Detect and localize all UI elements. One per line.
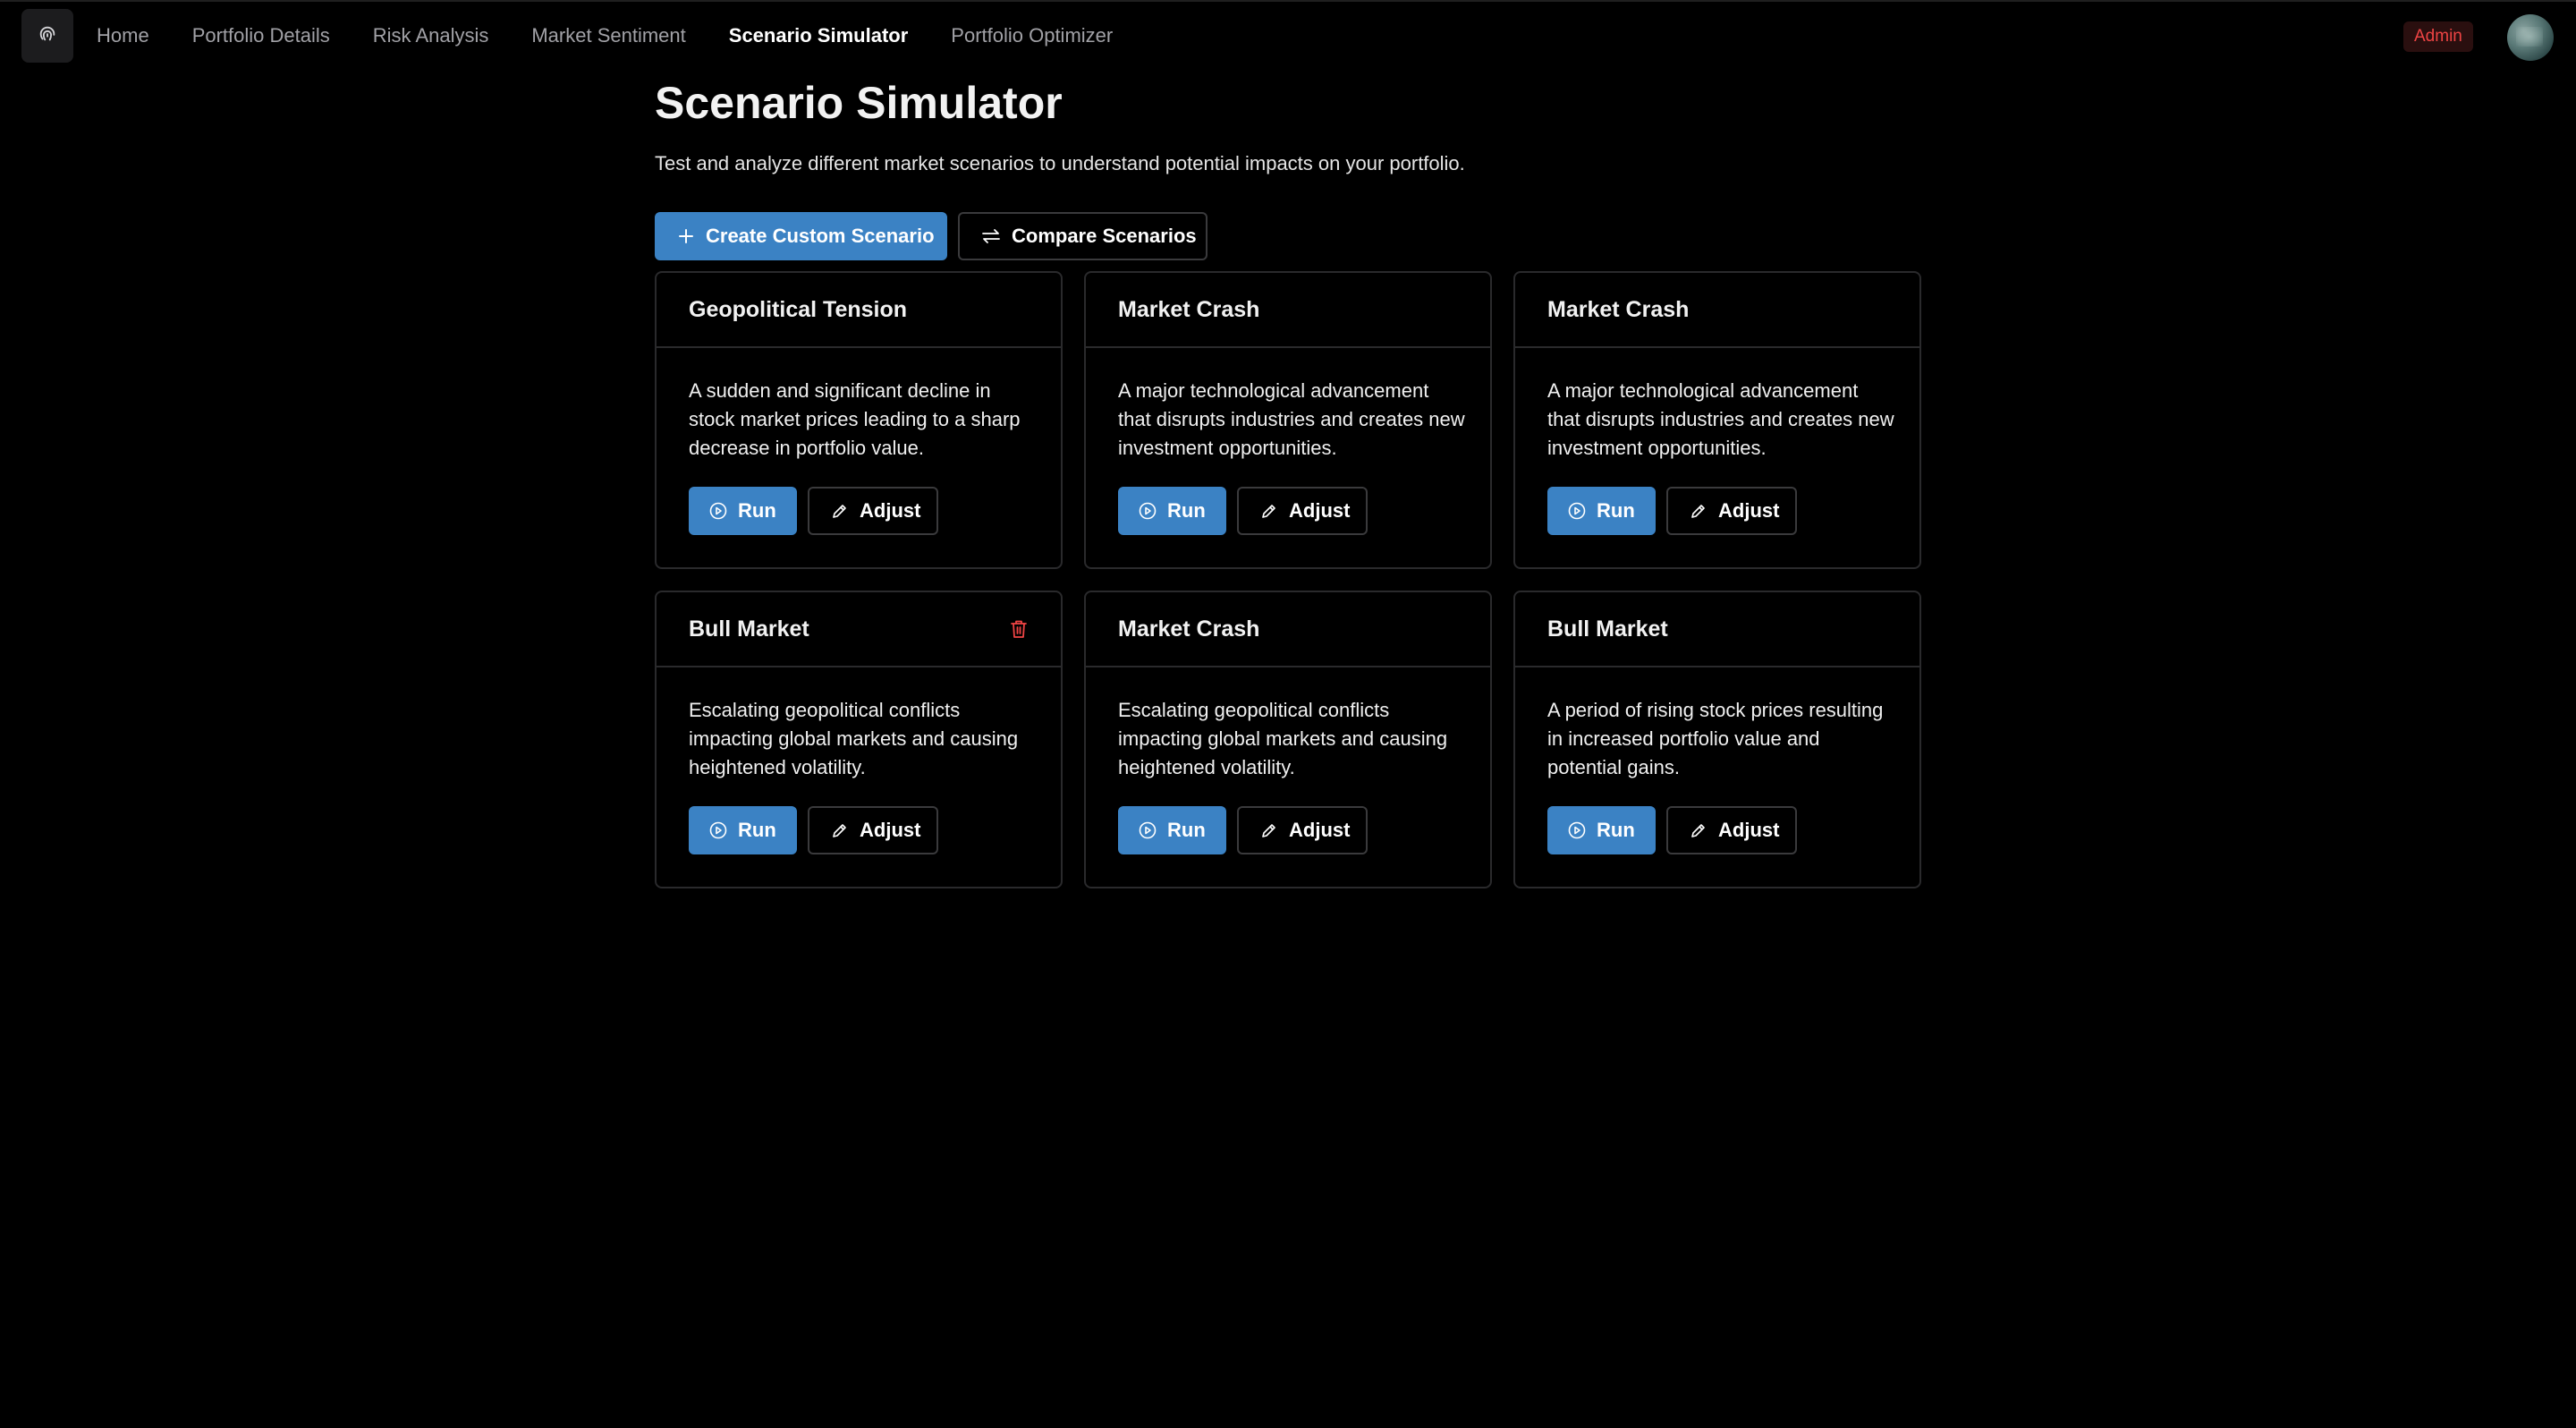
compare-scenarios-label: Compare Scenarios <box>1012 225 1197 247</box>
play-circle-icon <box>709 502 727 520</box>
card-header <box>1515 592 1919 667</box>
adjust-label: Adjust <box>1289 499 1351 522</box>
card-description: A major technological advancement that disrupts industries and creates new investment opportunities. <box>1118 379 1465 459</box>
card-header <box>1086 592 1490 667</box>
adjust-label: Adjust <box>860 499 921 522</box>
card-header <box>1515 273 1919 348</box>
run-button[interactable] <box>689 487 797 535</box>
nav-item-risk-analysis[interactable]: Risk Analysis <box>372 24 489 47</box>
compare-scenarios-button[interactable] <box>958 212 1208 260</box>
run-button[interactable] <box>1547 806 1656 854</box>
card-actions <box>689 806 938 854</box>
fingerprint-icon <box>38 24 57 48</box>
play-circle-icon <box>1568 502 1586 520</box>
card-header <box>657 273 1061 348</box>
card-title: Market Crash <box>1547 296 1690 322</box>
scenario-card <box>655 591 1063 888</box>
card-description: A sudden and significant decline in stock market prices leading to a sharp decrease in portfolio value. <box>689 379 1021 459</box>
scenario-card <box>655 271 1063 569</box>
pencil-icon <box>1260 821 1278 839</box>
card-title: Bull Market <box>1547 616 1668 642</box>
scenario-card <box>1084 271 1492 569</box>
top-navigation-bar <box>0 0 2576 68</box>
scenario-grid <box>655 271 1921 888</box>
page-actions <box>655 212 1208 260</box>
card-header <box>1086 273 1490 348</box>
card-description: Escalating geopolitical conflicts impacting global markets and causing heightened volatility. <box>1118 699 1448 778</box>
page-subtitle: Test and analyze different market scenarios to understand potential impacts on your portfolio. <box>655 152 1465 174</box>
run-button[interactable] <box>1118 806 1226 854</box>
run-label: Run <box>1597 819 1635 841</box>
card-actions <box>1118 806 1368 854</box>
adjust-label: Adjust <box>1718 499 1780 522</box>
pencil-icon <box>831 502 849 520</box>
adjust-button[interactable] <box>1666 806 1797 854</box>
play-circle-icon <box>709 821 727 839</box>
user-avatar[interactable] <box>2507 14 2554 61</box>
card-description: Escalating geopolitical conflicts impacting global markets and causing heightened volatility. <box>689 699 1019 778</box>
run-label: Run <box>738 499 776 522</box>
scenario-card <box>1513 271 1921 569</box>
adjust-label: Adjust <box>1289 819 1351 841</box>
plus-icon <box>677 227 695 245</box>
run-label: Run <box>738 819 776 841</box>
page-title: Scenario Simulator <box>655 78 1063 128</box>
main-nav <box>97 2 1156 70</box>
arrows-left-right-icon <box>981 227 1001 245</box>
card-actions <box>1547 487 1797 535</box>
create-custom-scenario-button[interactable] <box>655 212 947 260</box>
run-label: Run <box>1167 499 1206 522</box>
pencil-icon <box>1690 821 1707 839</box>
pencil-icon <box>831 821 849 839</box>
scenario-card <box>1513 591 1921 888</box>
pencil-icon <box>1260 502 1278 520</box>
card-title: Geopolitical Tension <box>689 296 908 322</box>
adjust-button[interactable] <box>808 806 938 854</box>
pencil-icon <box>1690 502 1707 520</box>
nav-item-portfolio-details[interactable]: Portfolio Details <box>191 24 330 47</box>
run-label: Run <box>1167 819 1206 841</box>
nav-item-scenario-simulator[interactable]: Scenario Simulator <box>728 24 909 47</box>
logo-button[interactable] <box>21 9 73 63</box>
card-title: Bull Market <box>689 616 809 642</box>
adjust-button[interactable] <box>1666 487 1797 535</box>
adjust-label: Adjust <box>1718 819 1780 841</box>
card-description: A period of rising stock prices resulting in increased portfolio value and potential gains. <box>1547 699 1884 778</box>
adjust-label: Adjust <box>860 819 921 841</box>
card-actions <box>1547 806 1797 854</box>
adjust-button[interactable] <box>1237 487 1368 535</box>
adjust-button[interactable] <box>808 487 938 535</box>
run-label: Run <box>1597 499 1635 522</box>
nav-item-market-sentiment[interactable]: Market Sentiment <box>531 24 686 47</box>
play-circle-icon <box>1568 821 1586 839</box>
nav-item-home[interactable]: Home <box>97 24 149 47</box>
trash-icon[interactable] <box>1009 618 1029 640</box>
card-header <box>657 592 1061 667</box>
card-title: Market Crash <box>1118 296 1260 322</box>
nav-item-portfolio-optimizer[interactable]: Portfolio Optimizer <box>951 24 1114 47</box>
adjust-button[interactable] <box>1237 806 1368 854</box>
card-description: A major technological advancement that disrupts industries and creates new investment opportunities. <box>1547 379 1894 459</box>
play-circle-icon <box>1139 502 1157 520</box>
scenario-card <box>1084 591 1492 888</box>
run-button[interactable] <box>1547 487 1656 535</box>
admin-badge: Admin <box>2403 21 2473 52</box>
play-circle-icon <box>1139 821 1157 839</box>
run-button[interactable] <box>1118 487 1226 535</box>
create-custom-scenario-label: Create Custom Scenario <box>706 225 935 247</box>
card-title: Market Crash <box>1118 616 1260 642</box>
run-button[interactable] <box>689 806 797 854</box>
card-actions <box>1118 487 1368 535</box>
card-actions <box>689 487 938 535</box>
